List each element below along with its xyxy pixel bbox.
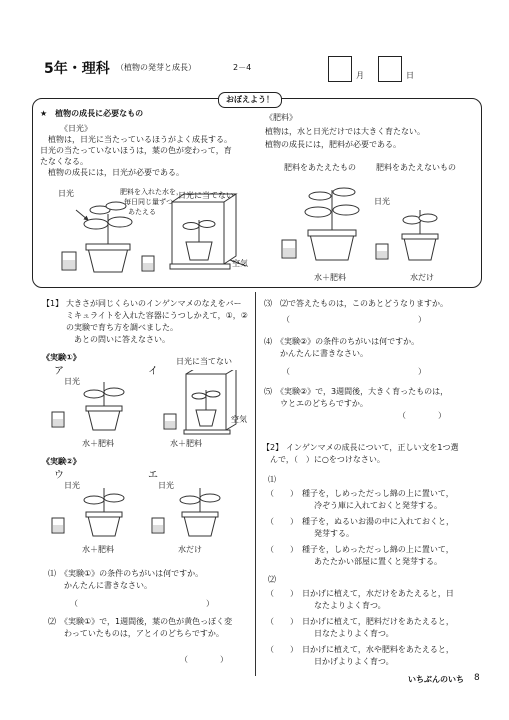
q2-p2-item2-line1[interactable]: （ ） 日かげに植えて，肥料だけをあたえると， — [266, 617, 454, 626]
q2-part2-label: ⑵ — [268, 575, 276, 584]
q2-p1-item2-line2: 発芽する。 — [266, 529, 354, 538]
q1-intro-3: の実験で育ち方を調べました。 — [66, 323, 178, 332]
exp1-a: ア — [54, 366, 64, 377]
q1-sub1-answer[interactable]: （ ） — [70, 599, 214, 608]
page-number: 8 — [474, 673, 480, 683]
fert-without-label: 肥料をあたえないもの — [376, 163, 456, 172]
exp1-i: イ — [148, 366, 158, 377]
exp1-air: 空気 — [231, 415, 247, 424]
fert-title: 《肥料》 — [265, 113, 297, 122]
fertilizer-illustration — [276, 172, 472, 272]
q1-intro-2: ミキュライトを入れた容器にうつしかえて，①，② — [66, 311, 248, 320]
q1-sub3-line1: ⑶ ⑵で答えたものは，このあとどうなりますか。 — [264, 299, 448, 308]
q2-intro-2: んで，（ ）に○をつけなさい。 — [270, 455, 385, 464]
memo-sun-label: 日光 — [58, 189, 74, 198]
q2-p2-item3-line2: 日かげよりよく育つ。 — [266, 657, 394, 666]
month-box[interactable] — [328, 56, 352, 82]
q2-p2-item1-line2: なたよりよく育つ。 — [266, 601, 386, 610]
q2-p1-item1-line2: 冷ぞう庫に入れておくと発芽する。 — [266, 501, 442, 510]
q2-p2-item2-line2: 日なたよりよく育つ。 — [266, 629, 394, 638]
exp2-u: ウ — [54, 470, 64, 481]
q2-p1-item1-line1[interactable]: （ ） 種子を，しめっただっし綿の上に置いて， — [266, 489, 454, 498]
fert-line-1: 植物は，水と日光だけでは大きく育たない。 — [265, 127, 425, 136]
fert-cap-with: 水＋肥料 — [314, 273, 346, 282]
worksheet-code: 2－4 — [233, 63, 252, 72]
q1-sub4-answer[interactable]: （ ） — [282, 367, 426, 376]
q1-sub4-line1: ⑷ 《実験②》の条件のちがいは何ですか。 — [264, 337, 420, 346]
q1-sub2-line2: わっていたものは，アとイのどちらですか。 — [48, 629, 224, 638]
experiment2-illustration — [40, 474, 250, 544]
q1-sub2-answer[interactable]: （ ） — [180, 655, 228, 664]
exp1-cap-a: 水＋肥料 — [82, 439, 114, 448]
month-label: 月 — [356, 71, 364, 80]
memo-fert-water-3: あたえる — [128, 208, 156, 216]
memo-badge: おぼえよう！ — [218, 92, 282, 108]
exp1-no-sun: 日光に当てない — [176, 357, 232, 366]
q1-sub5-line1: ⑸ 《実験②》で，3週間後，大きく育ったものは， — [264, 387, 449, 396]
q1-sub1-line2: かんたんに書きなさい。 — [48, 581, 152, 590]
footer-brand: いちぶんのいち — [408, 675, 464, 684]
exp2-label: 《実験②》 — [42, 457, 81, 466]
day-label: 日 — [406, 71, 414, 80]
column-divider — [255, 292, 256, 676]
exp2-sun-e: 日光 — [158, 481, 174, 490]
q1-sub4-line2: かんたんに書きなさい。 — [264, 349, 368, 358]
q2-p1-item2-line1[interactable]: （ ） 種子を，ぬるいお湯の中に入れておくと， — [266, 517, 454, 526]
q1-sub3-answer[interactable]: （ ） — [282, 315, 426, 324]
q2-p2-item1-line1[interactable]: （ ） 日かげに植えて，水だけをあたえると，日 — [266, 589, 454, 598]
q1-sub5-line2: ウとエのどちらですか。 — [264, 399, 368, 408]
fert-with-label: 肥料をあたえたもの — [284, 163, 356, 172]
q1-sub1-line1: ⑴ 《実験①》の条件のちがいは何ですか。 — [48, 569, 204, 578]
sun-title: 《日光》 — [60, 124, 92, 133]
memo-fert-water-1: 肥料を入れた水を， — [120, 188, 183, 196]
exp1-sun: 日光 — [64, 377, 80, 386]
exp2-e: エ — [148, 470, 158, 481]
q2-p2-item3-line1[interactable]: （ ） 日かげに植えて，水や肥料をあたえると， — [266, 645, 454, 654]
fert-sun-label: 日光 — [374, 197, 390, 206]
exp2-cap-e: 水だけ — [178, 545, 202, 554]
sun-line-3: たなくなる。 — [40, 157, 88, 166]
q2-part1-label: ⑴ — [268, 475, 276, 484]
memo-fert-water-2: 毎日同じ量ずつ — [124, 198, 173, 206]
exp1-cap-i: 水＋肥料 — [170, 439, 202, 448]
fert-cap-without: 水だけ — [410, 273, 434, 282]
q2-p1-item3-line2: あたたかい部屋に置くと発芽する。 — [266, 557, 442, 566]
experiment1-illustration — [40, 370, 250, 442]
exp1-label: 《実験①》 — [42, 353, 81, 362]
fert-line-2: 植物の成長には，肥料が必要である。 — [265, 140, 401, 149]
sun-line-4: 植物の成長には，日光が必要である。 — [40, 168, 184, 177]
q1-intro-1: 大きさが同じくらいのインゲンマメのなえをバー — [66, 299, 242, 308]
page-title: 5年・理科 — [44, 61, 110, 77]
sun-line-2: 日光の当たっていないほうは，葉の色が変わって，育 — [40, 146, 232, 155]
q2-p1-item3-line1[interactable]: （ ） 種子を，しめっただっし綿の上に置いて， — [266, 545, 454, 554]
exp2-cap-u: 水＋肥料 — [82, 545, 114, 554]
day-box[interactable] — [378, 56, 402, 82]
q1-number: 【1】 — [42, 299, 64, 308]
exp2-sun-u: 日光 — [64, 481, 80, 490]
q2-number: 【2】 — [262, 443, 284, 452]
memo-heading: ★ 植物の成長に必要なもの — [40, 109, 144, 118]
q1-intro-4: あとの問いに答えなさい。 — [66, 335, 170, 344]
memo-no-sun-label: 日光に当てない — [178, 191, 234, 200]
page-subtitle: （植物の発芽と成長） — [116, 63, 196, 72]
q1-sub2-line1: ⑵ 《実験①》で，1週間後，葉の色が黄色っぽく変 — [48, 617, 233, 626]
memo-air-label: 空気 — [232, 259, 248, 268]
q2-intro-1: インゲンマメの成長について，正しい文を1つ選 — [286, 443, 459, 452]
q1-sub5-answer[interactable]: （ ） — [398, 411, 446, 420]
sun-line-1: 植物は，日光に当たっているほうがよく成長する。 — [40, 135, 232, 144]
